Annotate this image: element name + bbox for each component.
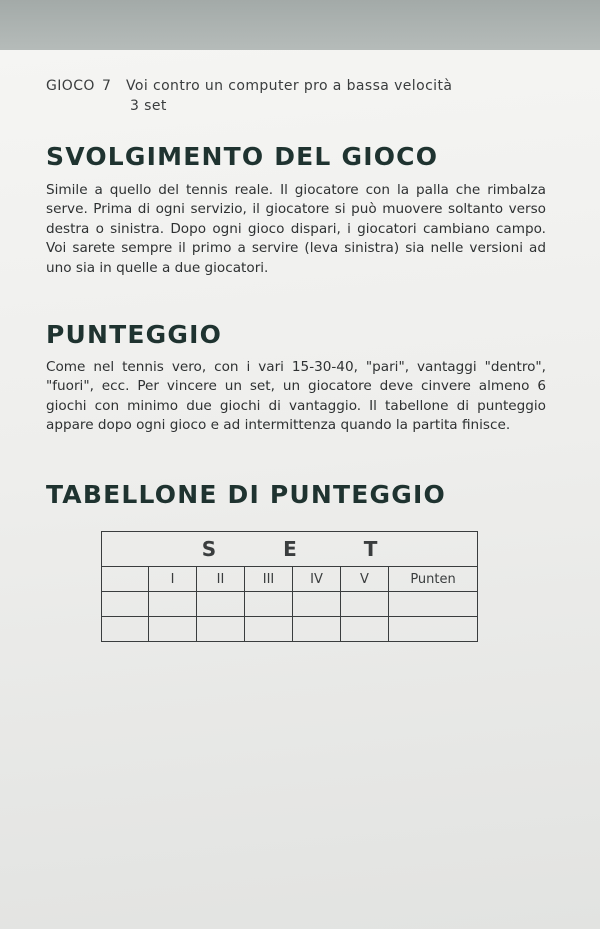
- section-title-gameplay: SVOLGIMENTO DEL GIOCO: [46, 142, 439, 171]
- column-header-set-3: III: [245, 567, 293, 592]
- table-cell: [102, 592, 149, 617]
- table-cell: [245, 592, 293, 617]
- table-cell: [149, 592, 197, 617]
- table-cell: [293, 592, 341, 617]
- game-label: GIOCO: [46, 78, 95, 94]
- table-cell: [102, 617, 149, 642]
- section-title-scoring: PUNTEGGIO: [46, 320, 223, 349]
- table-cell: [197, 617, 245, 642]
- table-cell: [293, 617, 341, 642]
- scoreboard-set-header: S E T: [102, 532, 478, 567]
- column-header-player: [102, 567, 149, 592]
- column-header-set-2: II: [197, 567, 245, 592]
- game-number: 7: [102, 78, 112, 94]
- section-text-scoring: Come nel tennis vero, con i vari 15-30-40, "pari", vantaggi "dentro", "fuori", ecc. Per vincere un set, un giocatore deve cinvere almeno 6 giochi con minimo due giochi di vantaggio. Il tabellone di punteggio appare dopo ogni gioco e ad intermittenza quando la partita finisce.: [46, 359, 546, 434]
- column-header-set-5: V: [341, 567, 389, 592]
- table-cell: [389, 592, 478, 617]
- column-header-set-4: IV: [293, 567, 341, 592]
- game-header: [46, 78, 453, 114]
- column-header-set-1: I: [149, 567, 197, 592]
- game-description: Voi contro un computer pro a bassa velocità: [126, 78, 453, 94]
- section-text-gameplay: Simile a quello del tennis reale. Il giocatore con la palla che rimbalza serve. Prima di ogni servizio, il giocatore si può muovere soltanto verso destra o sinistra. Dopo ogni gioco dispari, i giocatori cambiano campo. Voi sarete sempre il primo a servire (leva sinistra) sia nelle versioni ad uno sia in quelle a due giocatori.: [46, 182, 546, 276]
- top-background-strip: [0, 0, 600, 52]
- scoreboard-column-headers: [102, 567, 478, 592]
- section-title-scoreboard: TABELLONE DI PUNTEGGIO: [46, 480, 446, 509]
- scoreboard-table: [101, 531, 478, 642]
- table-cell: [245, 617, 293, 642]
- table-row: [102, 617, 478, 642]
- table-cell: [341, 617, 389, 642]
- table-cell: [149, 617, 197, 642]
- table-cell: [197, 592, 245, 617]
- column-header-points: Punten: [389, 567, 478, 592]
- table-cell: [341, 592, 389, 617]
- game-sets: 3 set: [130, 98, 167, 114]
- table-cell: [389, 617, 478, 642]
- table-row: [102, 592, 478, 617]
